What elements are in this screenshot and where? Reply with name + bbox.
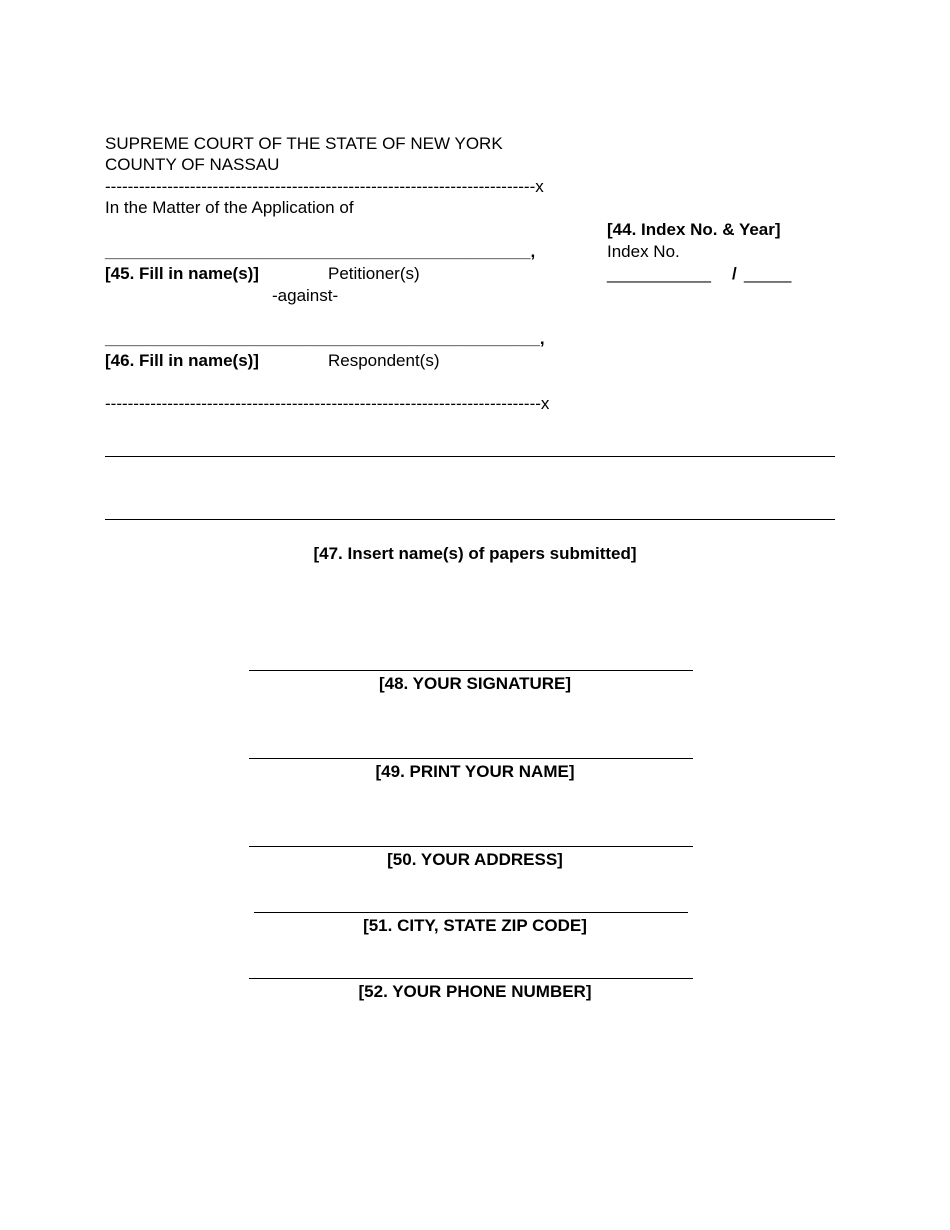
petitioner-name-blank[interactable]: _____________________________________________, [105,242,536,261]
petitioner-instruction: [45. Fill in name(s)] [105,264,259,283]
petitioner-role: Petitioner(s) [328,264,420,283]
respondent-role: Respondent(s) [328,351,440,370]
respondent-instruction: [46. Fill in name(s)] [105,351,259,370]
court-county: COUNTY OF NASSAU [105,155,280,174]
caption-bottom-dashed-line: -----------------------------------------------------------------------------x [105,394,550,413]
index-number-blank[interactable]: ___________ [607,264,712,283]
index-year-blank[interactable]: _____ [744,264,792,283]
respondent-name-blank[interactable]: ______________________________________________, [105,329,545,348]
print-name-label: [49. PRINT YOUR NAME] [375,762,575,781]
court-name: SUPREME COURT OF THE STATE OF NEW YORK [105,134,503,153]
papers-line-1[interactable] [105,456,835,457]
index-instruction: [44. Index No. & Year] [607,220,781,239]
signature-line[interactable] [249,670,693,671]
city-state-zip-label: [51. CITY, STATE ZIP CODE] [363,916,587,935]
signature-label: [48. YOUR SIGNATURE] [378,674,572,693]
index-label: Index No. [607,242,680,261]
address-line[interactable] [249,846,693,847]
phone-number-label: [52. YOUR PHONE NUMBER] [358,982,592,1001]
caption-top-dashed-line: ----------------------------------------------------------------------------x [105,177,544,196]
papers-line-2[interactable] [105,519,835,520]
print-name-line[interactable] [249,758,693,759]
address-label: [50. YOUR ADDRESS] [387,850,563,869]
phone-number-line[interactable] [249,978,693,979]
index-separator: / [732,264,737,283]
city-state-zip-line[interactable] [254,912,688,913]
against-label: -against- [272,286,339,305]
papers-instruction: [47. Insert name(s) of papers submitted] [313,544,637,563]
matter-intro: In the Matter of the Application of [105,198,354,217]
